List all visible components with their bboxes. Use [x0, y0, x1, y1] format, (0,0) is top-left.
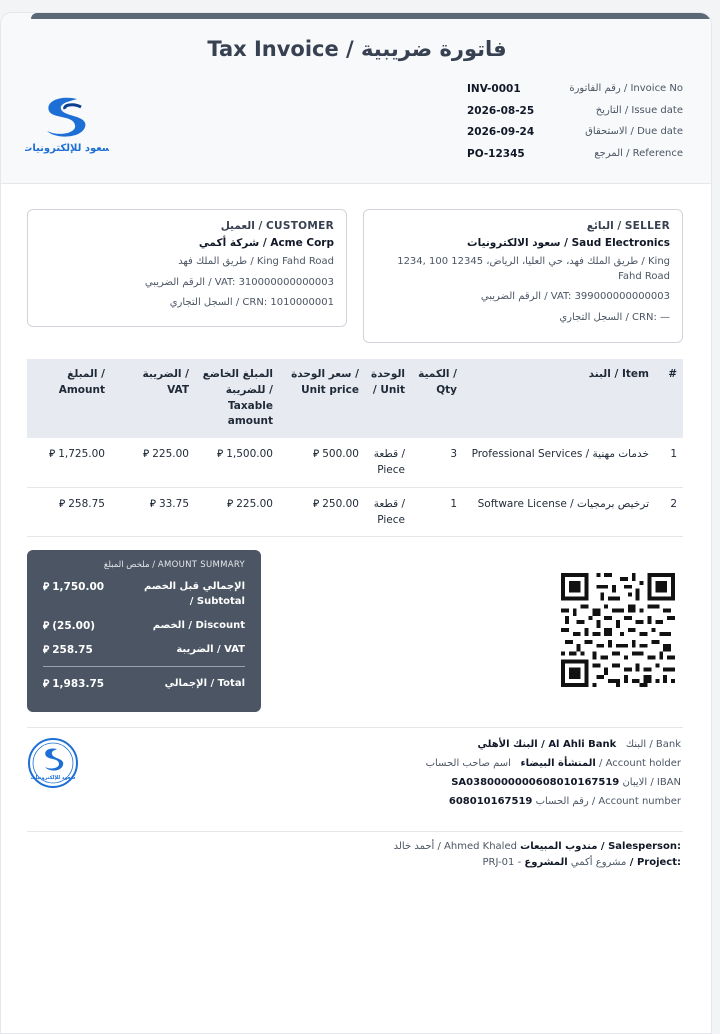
amount-summary — [27, 550, 261, 712]
account-label: رقم الحساب / Account number — [535, 796, 681, 807]
meta-label: المرجع / Reference — [594, 147, 683, 159]
col-taxable: المبلغ الخاضع للضريبة / Taxable amount — [195, 359, 279, 438]
invoice-footer — [261, 839, 681, 870]
summary-label: الخصم / Discount — [152, 620, 245, 631]
cell-amount: ⃁ 1,725.00 — [27, 438, 111, 487]
items-table — [27, 359, 683, 537]
riyal-icon: ⃁ — [48, 448, 56, 460]
meta-label: رقم الفاتورة / Invoice No — [569, 83, 683, 94]
section-divider — [27, 831, 683, 832]
holder-label: اسم صاحب الحساب / Account holder — [425, 758, 681, 769]
summary-label: الإجمالي / Total — [164, 678, 245, 689]
meta-value: 2026-09-24 — [467, 126, 535, 138]
meta-label: الاستحقاق / Due date — [585, 126, 683, 137]
company-seal — [27, 737, 79, 789]
invoice-page — [0, 12, 712, 1034]
invoice-header — [1, 13, 712, 184]
account-holder-row — [281, 758, 681, 777]
project-value: PRJ-01 - مشروع أكمي — [482, 856, 627, 868]
seller-name: سعود الالكترونيات / Saud Electronics — [467, 237, 670, 249]
meta-reference — [467, 148, 683, 170]
cell-amount: ⃁ 258.75 — [27, 487, 111, 537]
meta-value: 2026-08-25 — [467, 104, 535, 117]
company-logo — [25, 93, 109, 155]
summary-vat — [43, 642, 245, 657]
col-qty: الكمية / Qty — [411, 359, 463, 438]
col-item: البند / Item — [463, 359, 655, 438]
section-divider — [27, 727, 683, 728]
meta-value: PO-12345 — [467, 147, 525, 160]
customer-vat: الرقم الضريبي / VAT: 310000000000003 — [144, 276, 334, 288]
summary-total — [43, 676, 245, 691]
meta-label: التاريخ / Issue date — [595, 104, 683, 116]
logo-text: سعود للإلكترونيات — [25, 143, 109, 154]
table-row — [27, 487, 683, 537]
seller-address: 1234, 100 طريق الملك فهد، حي العليا، الرياض، 12345 / King Fahd Road — [397, 256, 670, 282]
col-vat: الضريبة / VAT — [111, 359, 195, 438]
top-accent-bar — [31, 13, 712, 19]
customer-crn: السجل التجاري / CRN: 1010000001 — [169, 297, 334, 308]
cell-unit: قطعة / Piece — [365, 438, 411, 487]
cell-unit: قطعة / Piece — [365, 487, 411, 537]
cell-item: Software License / ترخيص برمجيات — [463, 487, 655, 537]
col-amount: المبلغ / Amount — [27, 359, 111, 438]
riyal-icon: ⃁ — [313, 497, 320, 510]
bank-label: البنك / Bank — [625, 739, 681, 750]
cell-taxable: ⃁ 225.00 — [195, 487, 279, 537]
page-title: Tax Invoice / فاتورة ضريبية — [207, 37, 507, 61]
riyal-icon: ⃁ — [313, 448, 320, 460]
summary-label: الإجمالي قبل الخصم / Subtotal — [143, 581, 245, 607]
salesperson-value: أحمد خالد / Ahmed Khaled — [393, 841, 517, 852]
cell-unit-price: ⃁ 250.00 — [279, 487, 365, 537]
seller-crn: السجل التجاري / CRN: — — [559, 311, 670, 323]
cell-qty: 1 — [411, 487, 463, 537]
seller-card — [363, 209, 683, 343]
invoice-meta — [467, 83, 683, 169]
iban-label: الايبان / IBAN — [622, 777, 681, 788]
customer-address: طريق الملك فهد / King Fahd Road — [178, 256, 334, 267]
riyal-icon: ⃁ — [59, 497, 66, 510]
summary-discount — [43, 618, 245, 633]
cell-taxable: ⃁ 1,500.00 — [195, 438, 279, 487]
qr-code-icon — [561, 573, 675, 687]
cell-vat: ⃁ 33.75 — [111, 487, 195, 537]
col-unit: الوحدة / Unit — [365, 359, 411, 438]
table-row — [27, 438, 683, 487]
col-unit-price: سعر الوحدة / Unit price — [279, 359, 365, 438]
summary-subtotal — [43, 579, 245, 609]
customer-card — [27, 209, 347, 327]
meta-due-date — [467, 126, 683, 148]
summary-label: الضريبة / VAT — [176, 644, 245, 655]
cell-vat: ⃁ 225.00 — [111, 438, 195, 487]
account-number-row — [281, 796, 681, 815]
bank-details — [281, 739, 681, 815]
customer-title: العميل / CUSTOMER — [220, 220, 334, 232]
summary-value: ⃁ 1,750.00 — [43, 581, 105, 593]
seal-text: سعود للإلكترونيات — [30, 775, 76, 781]
iban-row — [281, 777, 681, 796]
table-header-row — [27, 359, 683, 438]
cell-item: Professional Services / خدمات مهنية — [463, 438, 655, 487]
riyal-icon: ⃁ — [216, 448, 224, 460]
salesperson-row — [261, 839, 681, 855]
holder-value: المنشأة البيضاء — [520, 758, 596, 769]
seller-vat: الرقم الضريبي / VAT: 399000000000003 — [480, 291, 670, 302]
bank-name-row — [281, 739, 681, 758]
meta-invoice-no — [467, 83, 683, 105]
meta-issue-date — [467, 105, 683, 127]
summary-heading: ملخص المبلغ / AMOUNT SUMMARY — [103, 560, 245, 570]
summary-divider — [43, 666, 245, 667]
seller-title: البائع / SELLER — [586, 220, 670, 232]
riyal-icon: ⃁ — [227, 497, 234, 510]
iban-value: SA0380000000608010167519 — [451, 777, 620, 788]
riyal-icon: ⃁ — [149, 497, 156, 510]
cell-number: 2 — [655, 487, 683, 537]
summary-value: ⃁ (25.00) — [43, 620, 96, 632]
project-row — [261, 855, 681, 871]
cell-number: 1 — [655, 438, 683, 487]
account-value: 608010167519 — [448, 796, 533, 807]
summary-value: ⃁ 258.75 — [43, 644, 93, 656]
meta-value: INV-0001 — [467, 83, 521, 95]
summary-value: ⃁ 1,983.75 — [43, 678, 105, 690]
col-number: # — [655, 359, 683, 438]
cell-unit-price: ⃁ 500.00 — [279, 438, 365, 487]
riyal-icon: ⃁ — [143, 448, 150, 460]
project-label: المشروع / Project: — [524, 856, 681, 868]
bank-value: البنك الأهلي / Al Ahli Bank — [477, 739, 617, 750]
salesperson-label: مندوب المبيعات / Salesperson: — [520, 841, 681, 852]
cell-qty: 3 — [411, 438, 463, 487]
customer-name: شركة أكمي / Acme Corp — [198, 237, 334, 249]
